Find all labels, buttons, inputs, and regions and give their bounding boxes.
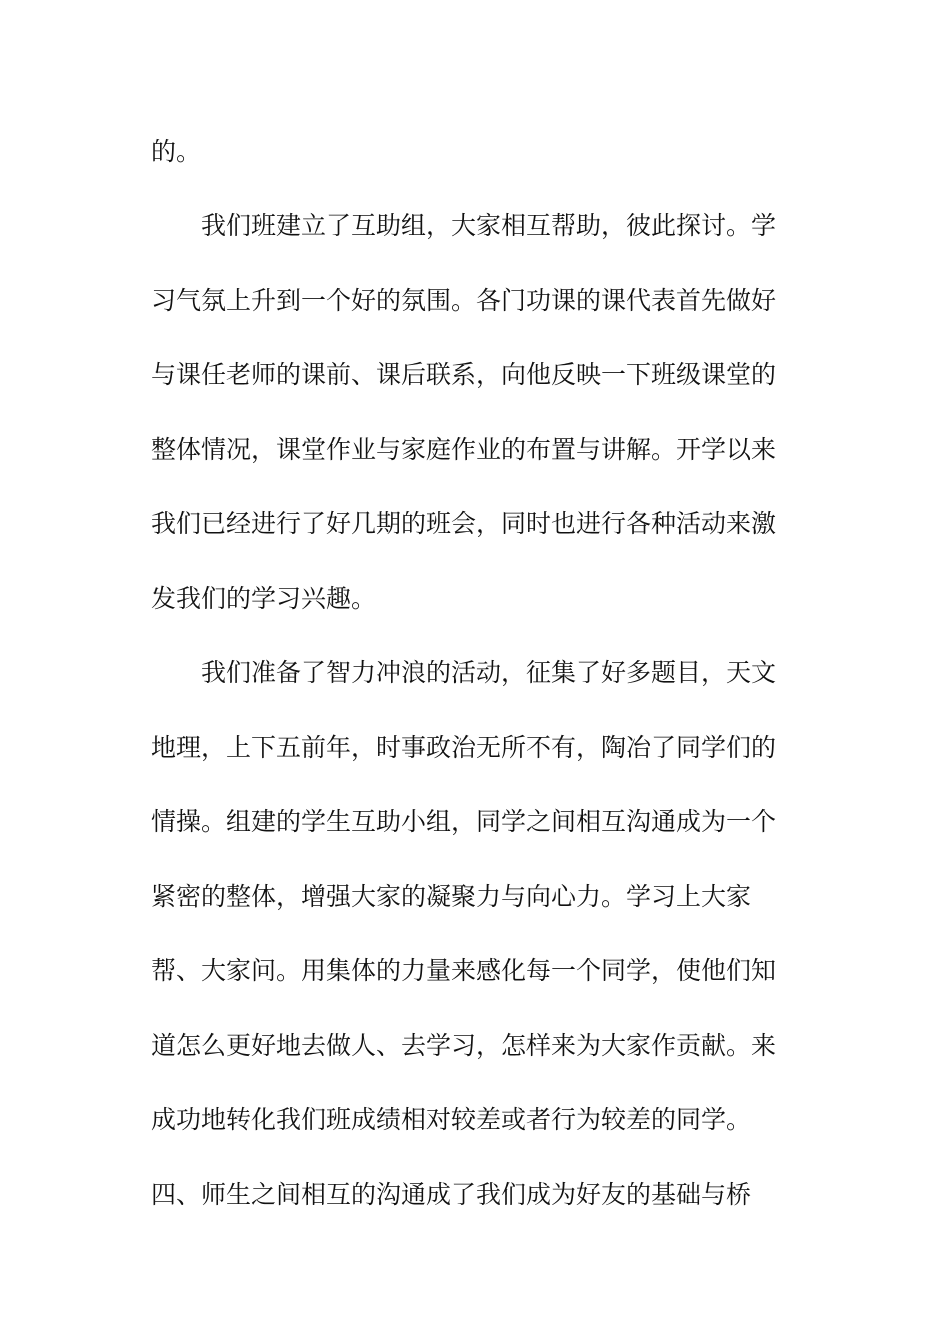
text-line: 成功地转化我们班成绩相对较差或者行为较差的同学。 (151, 1105, 752, 1134)
text-line: 习气氛上升到一个好的氛围。各门功课的课代表首先做好 (151, 286, 777, 315)
text-line: 紧密的整体，增强大家的凝聚力与向心力。学习上大家 (151, 882, 752, 911)
text-line: 发我们的学习兴趣。 (151, 584, 377, 613)
text-line: 与课任老师的课前、课后联系，向他反映一下班级课堂的 (151, 360, 777, 389)
text-line: 我们已经进行了好几期的班会，同时也进行各种活动来激 (151, 509, 777, 538)
text-line: 帮、大家问。用集体的力量来感化每一个同学，使他们知 (151, 956, 777, 985)
paragraph-first-line: 我们班建立了互助组，大家相互帮助，彼此探讨。学 (201, 211, 777, 240)
text-line: 的。 (151, 137, 202, 166)
text-line: 情操。组建的学生互助小组，同学之间相互沟通成为一个 (151, 807, 777, 836)
section-heading-line: 四、师生之间相互的沟通成了我们成为好友的基础与桥 (151, 1180, 752, 1209)
paragraph-first-line: 我们准备了智力冲浪的活动，征集了好多题目，天文 (201, 658, 777, 687)
text-line: 地理，上下五前年，时事政治无所不有，陶冶了同学们的 (151, 733, 777, 762)
text-line: 道怎么更好地去做人、去学习，怎样来为大家作贡献。来 (151, 1031, 777, 1060)
text-line: 整体情况，课堂作业与家庭作业的布置与讲解。开学以来 (151, 435, 777, 464)
